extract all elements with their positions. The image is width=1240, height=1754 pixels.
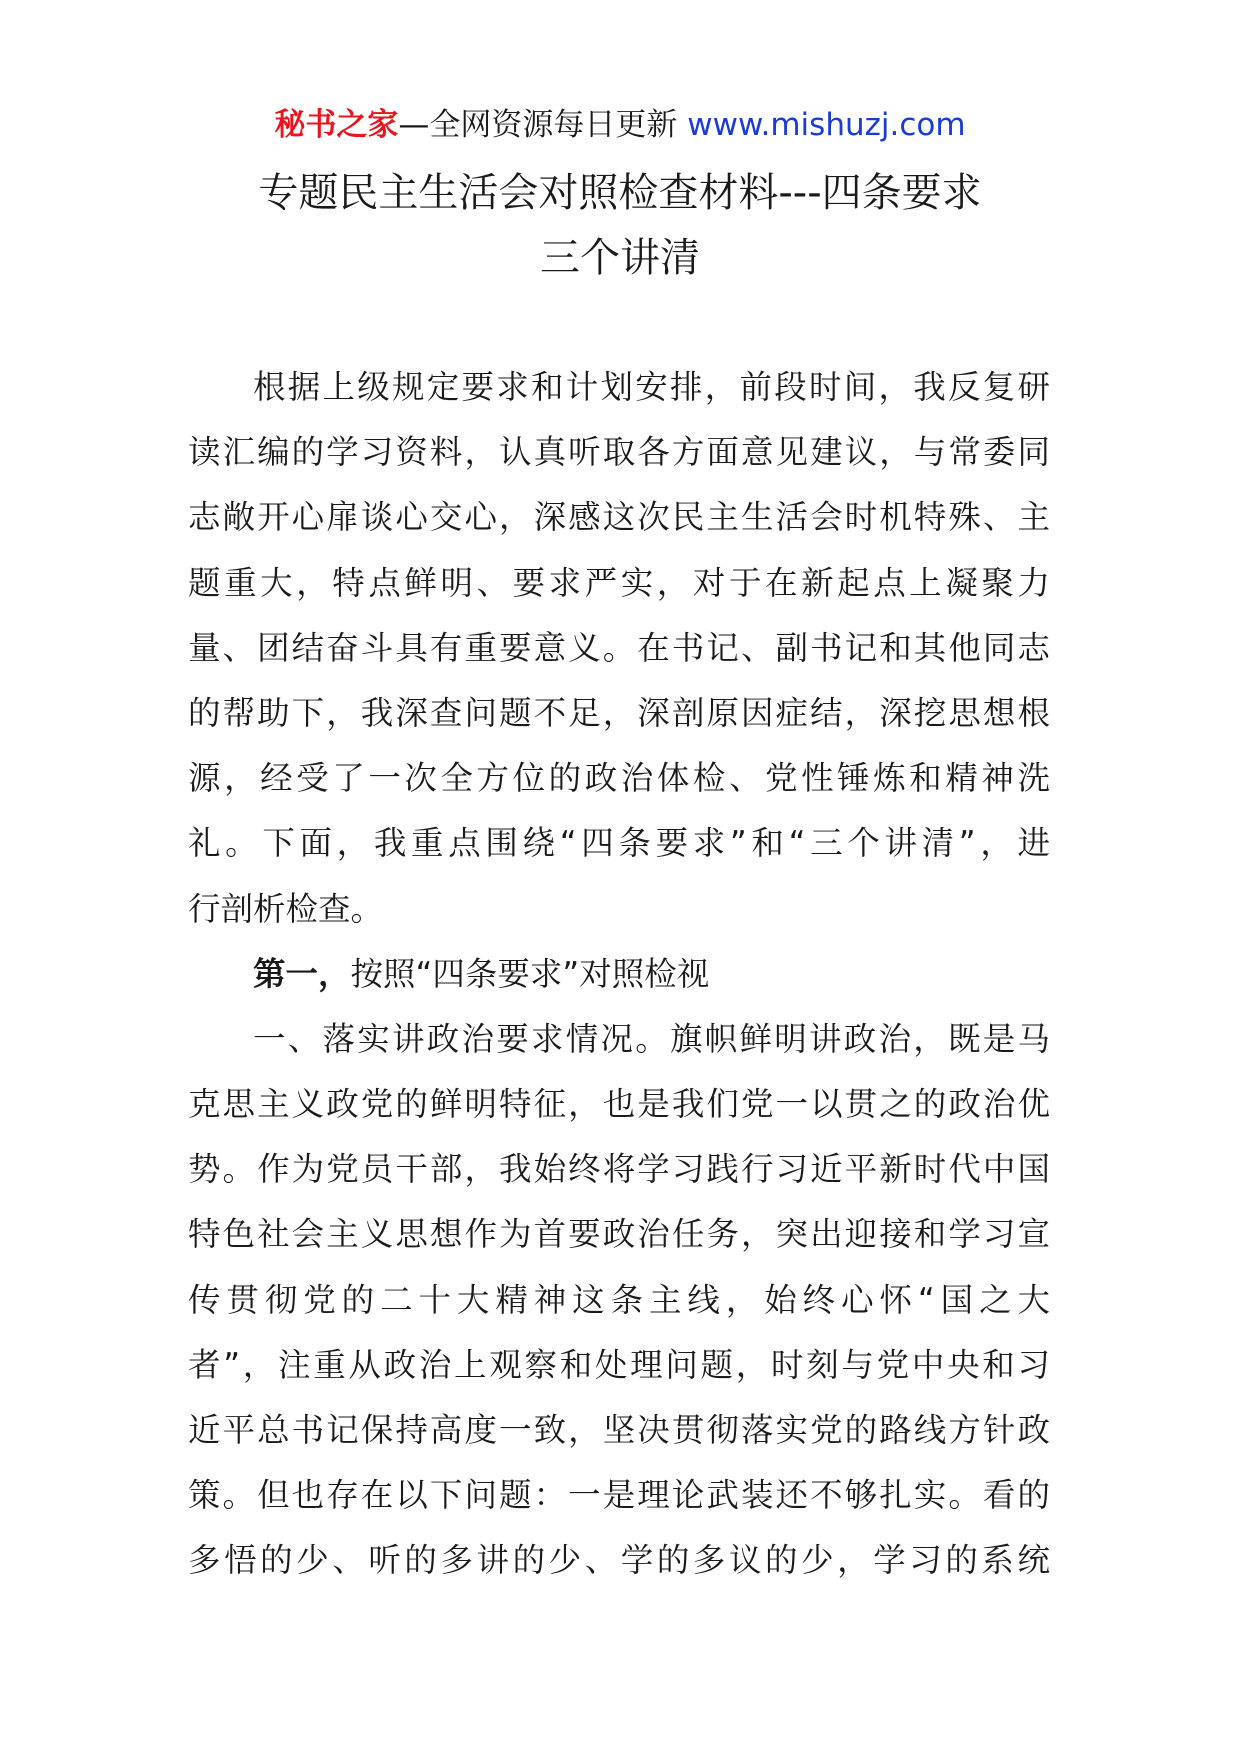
text-line: 势。作为党员干部，我始终将学习践行习近平新时代中国: [188, 1150, 1050, 1189]
text-line: 策。但也存在以下问题：一是理论武装还不够扎实。看的: [188, 1476, 1050, 1515]
document-title-line-2: 三个讲清: [540, 235, 700, 281]
section-one-paragraph: [188, 1007, 1050, 1594]
text-line: 量、团结奋斗具有重要意义。在书记、副书记和其他同志: [188, 628, 1050, 667]
site-url-link[interactable]: www.mishuzj.com: [687, 107, 966, 143]
text-line: 礼。下面，我重点围绕“四条要求”和“三个讲清”，进: [188, 824, 1050, 863]
brand-name: 秘书之家: [274, 107, 399, 143]
intro-paragraph: [188, 355, 1050, 942]
text-line: 题重大，特点鲜明、要求严实，对于在新起点上凝聚力: [188, 563, 1050, 602]
text-line: 者”，注重从政治上观察和处理问题，时刻与党中央和习: [188, 1345, 1050, 1384]
text-line: 克思主义政党的鲜明特征，也是我们党一以贯之的政治优: [188, 1085, 1050, 1124]
text-line: 志敞开心扉谈心交心，深感这次民主生活会时机特殊、主: [188, 498, 1050, 537]
banner-tagline: —全网资源每日更新: [398, 107, 678, 143]
text-line: 读汇编的学习资料，认真听取各方面意见建议，与常委同: [188, 433, 1050, 472]
text-line: 根据上级规定要求和计划安排，前段时间，我反复研: [253, 368, 1050, 406]
text-line: 的帮助下，我深查问题不足，深剖原因症结，深挖思想根: [188, 693, 1050, 732]
text-line: 多悟的少、听的多讲的少、学的多议的少，学习的系统: [188, 1541, 1050, 1580]
section-heading-text: 按照“四条要求”对照检视: [350, 954, 710, 993]
text-line: 特色社会主义思想作为首要政治任务，突出迎接和学习宣: [188, 1215, 1050, 1254]
text-line: 传贯彻党的二十大精神这条主线，始终心怀“国之大: [188, 1280, 1050, 1319]
section-heading-number: 第一，: [253, 954, 351, 993]
text-line: 近平总书记保持高度一致，坚决贯彻落实党的路线方针政: [188, 1411, 1050, 1449]
section-heading: [188, 942, 1050, 1007]
text-line: 源，经受了一次全方位的政治体检、党性锤炼和精神洗: [188, 759, 1050, 798]
site-banner: [0, 100, 1240, 150]
document-body: [188, 355, 1050, 1594]
document-title-line-1: 专题民主生活会对照检查材料---四条要求: [258, 170, 982, 216]
text-line: 一、落实讲政治要求情况。旗帜鲜明讲政治，既是马: [253, 1019, 1050, 1058]
text-line: 行剖析检查。: [188, 889, 384, 928]
